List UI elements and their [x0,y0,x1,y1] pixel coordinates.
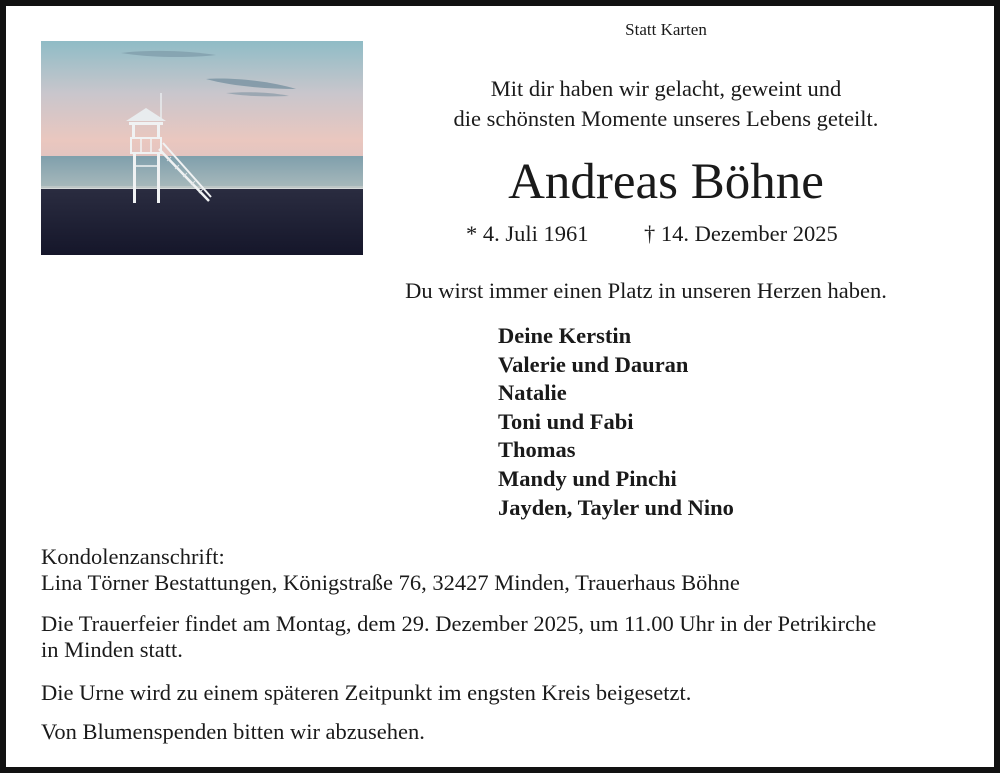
birth-date: * 4. Juli 1961 [466,221,589,246]
mourner-name: Jayden, Tayler und Nino [498,494,734,520]
farewell-motto: Du wirst immer einen Platz in unseren Herzen haben. [405,278,887,303]
mourner-name: Valerie und Dauran [498,351,689,377]
condolence-address: Lina Törner Bestattungen, Königstraße 76, 32427 Minden, Trauerhaus Böhne [41,570,740,595]
ceremony-line-1: Die Trauerfeier findet am Montag, dem 29. Dezember 2025, um 11.00 Uhr in der Petrikirche [41,611,877,636]
death-date: † 14. Dezember 2025 [644,221,838,246]
statt-karten-label: Statt Karten [625,20,707,39]
mourner-name: Natalie [498,380,567,406]
mourner-name: Mandy und Pinchi [498,465,677,491]
verse-line-2: die schönsten Momente unseres Lebens geteilt. [453,106,879,131]
deceased-name: Andreas Böhne [508,154,824,210]
urn-notice: Die Urne wird zu einem späteren Zeitpunkt im engsten Kreis beigesetzt. [41,680,692,705]
condolence-label: Kondolenzanschrift: [41,544,225,569]
mourner-name: Thomas [498,437,576,463]
mourner-name: Deine Kerstin [498,323,632,348]
beach-lifeguard-photo [41,41,363,255]
ceremony-line-2: in Minden statt. [41,637,183,662]
mourner-name: Toni und Fabi [498,408,634,434]
flowers-notice: Von Blumenspenden bitten wir abzusehen. [41,719,425,744]
mourners-list [498,322,734,522]
verse-line-1: Mit dir haben wir gelacht, geweint und [490,76,842,101]
